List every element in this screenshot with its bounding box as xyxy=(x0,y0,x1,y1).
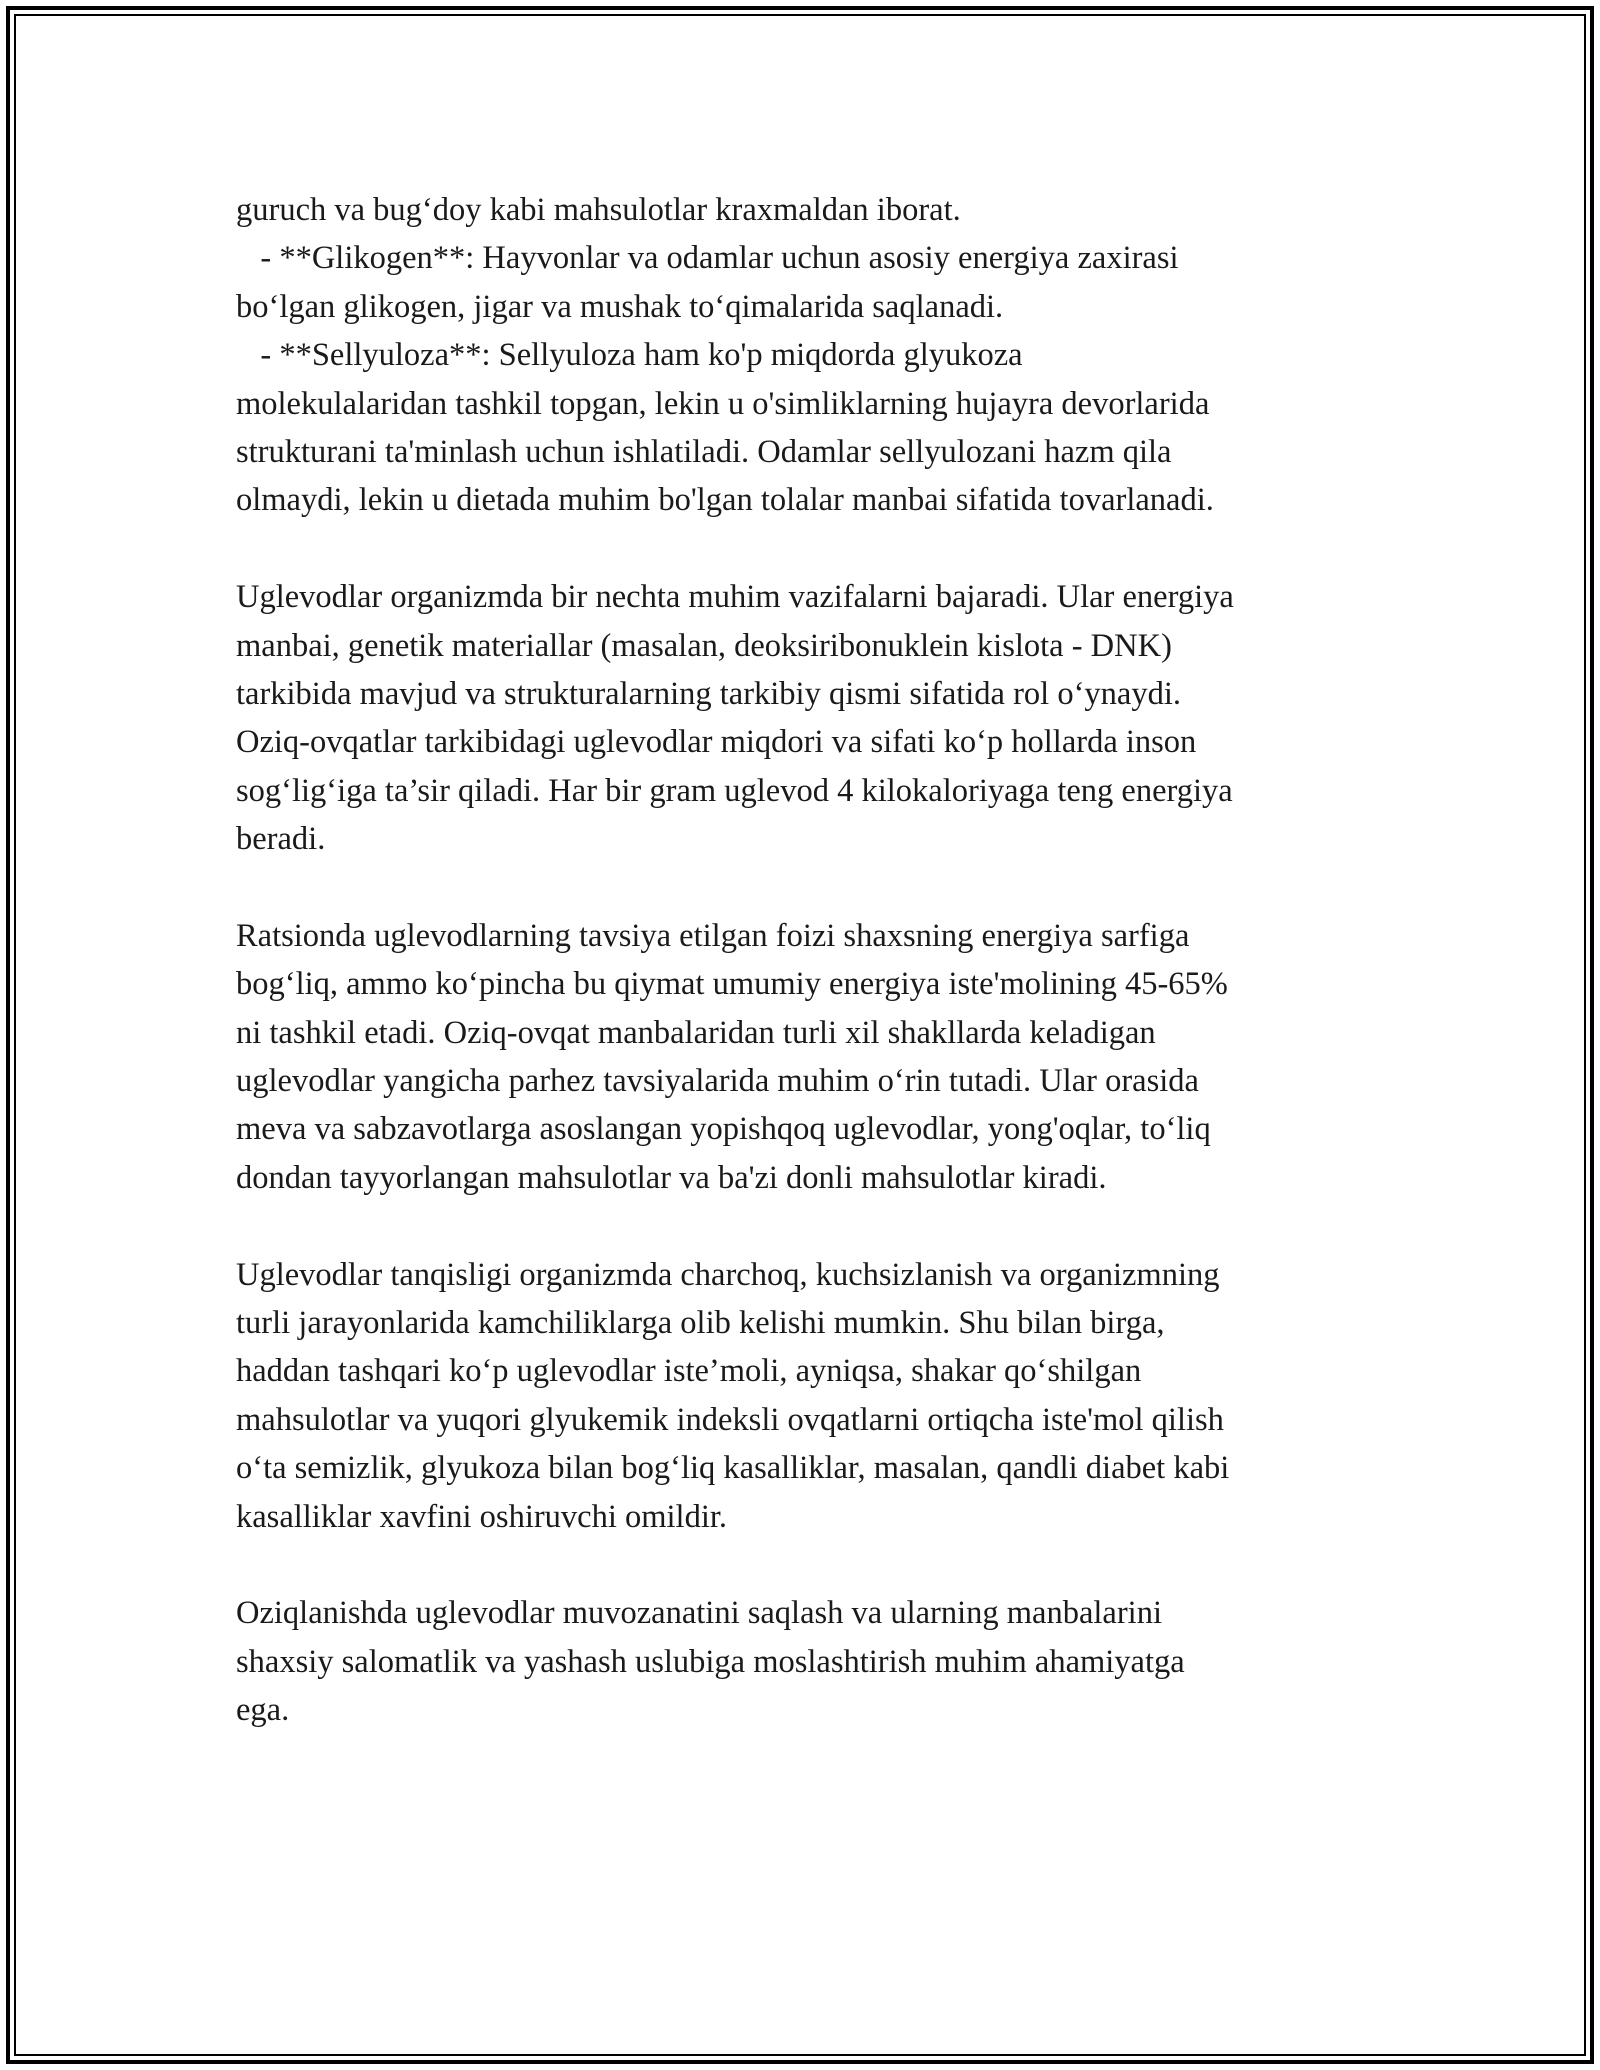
text-line: ega. xyxy=(236,1692,290,1729)
text-line: Uglevodlar organizmda bir nechta muhim vazifalarni bajaradi. Ular energiya xyxy=(236,579,1234,616)
text-line: Uglevodlar tanqisligi organizmda charchoq, kuchsizlanish va organizmning xyxy=(236,1256,1220,1293)
text-line: - **Sellyuloza**: Sellyuloza ham ko'p miqdorda glyukoza xyxy=(236,337,1023,374)
paragraph xyxy=(236,1251,1396,1541)
paragraph-gap xyxy=(236,863,1396,911)
paragraph xyxy=(236,1589,1396,1734)
text-line: mahsulotlar va yuqori glyukemik indeksli ovqatlarni ortiqcha iste'mol qilish xyxy=(236,1401,1224,1438)
text-line: - **Glikogen**: Hayvonlar va odamlar uchun asosiy energiya zaxirasi xyxy=(236,240,1179,277)
text-line: beradi. xyxy=(236,821,326,858)
text-line: bo‘lgan glikogen, jigar va mushak to‘qimalarida saqlanadi. xyxy=(236,288,1004,325)
text-line: dondan tayyorlangan mahsulotlar va ba'zi donli mahsulotlar kiradi. xyxy=(236,1159,1107,1196)
text-line: bog‘liq, ammo ko‘pincha bu qiymat umumiy energiya iste'molining 45-65% xyxy=(236,966,1228,1003)
text-line: sog‘lig‘iga ta’sir qiladi. Har bir gram uglevod 4 kilokaloriyaga teng energiya xyxy=(236,772,1233,809)
text-line: tarkibida mavjud va strukturalarning tarkibiy qismi sifatida rol o‘ynaydi. xyxy=(236,675,1181,712)
text-line: olmaydi, lekin u dietada muhim bo'lgan tolalar manbai sifatida tovarlanadi. xyxy=(236,482,1214,519)
text-line: Ratsionda uglevodlarning tavsiya etilgan foizi shaxsning energiya sarfiga xyxy=(236,917,1190,954)
paragraph xyxy=(236,186,1396,525)
paragraph xyxy=(236,573,1396,863)
text-line: molekulalaridan tashkil topgan, lekin u o'simliklarning hujayra devorlarida xyxy=(236,385,1210,422)
text-line: turli jarayonlarida kamchiliklarga olib kelishi mumkin. Shu bilan birga, xyxy=(236,1304,1165,1341)
text-line: haddan tashqari ko‘p uglevodlar iste’moli, ayniqsa, shakar qo‘shilgan xyxy=(236,1353,1142,1390)
text-line: guruch va bug‘doy kabi mahsulotlar kraxmaldan iborat. xyxy=(236,192,961,228)
text-line: Oziqlanishda uglevodlar muvozanatini saqlash va ularning manbalarini xyxy=(236,1595,1162,1632)
paragraph-gap xyxy=(236,1202,1396,1250)
text-line: kasalliklar xavfini oshiruvchi omildir. xyxy=(236,1498,728,1535)
text-line: meva va sabzavotlarga asoslangan yopishqoq uglevodlar, yong'oqlar, to‘liq xyxy=(236,1111,1211,1148)
text-line: ni tashkil etadi. Oziq-ovqat manbalaridan turli xil shakllarda keladigan xyxy=(236,1014,1156,1051)
text-line: o‘ta semizlik, glyukoza bilan bog‘liq kasalliklar, masalan, qandli diabet kabi xyxy=(236,1450,1230,1487)
text-line: shaxsiy salomatlik va yashash uslubiga moslashtirish muhim ahamiyatga xyxy=(236,1643,1185,1680)
document-body xyxy=(236,186,1396,1735)
paragraph xyxy=(236,912,1396,1202)
text-line: Oziq-ovqatlar tarkibidagi uglevodlar miqdori va sifati ko‘p hollarda inson xyxy=(236,724,1197,761)
paragraph-gap xyxy=(236,1541,1396,1589)
text-line: strukturani ta'minlash uchun ishlatiladi. Odamlar sellyulozani hazm qila xyxy=(236,433,1172,470)
text-line: uglevodlar yangicha parhez tavsiyalarida muhim o‘rin tutadi. Ular orasida xyxy=(236,1063,1199,1100)
paragraph-gap xyxy=(236,525,1396,573)
text-line: manbai, genetik materiallar (masalan, deoksiribonuklein kislota - DNK) xyxy=(236,627,1172,664)
